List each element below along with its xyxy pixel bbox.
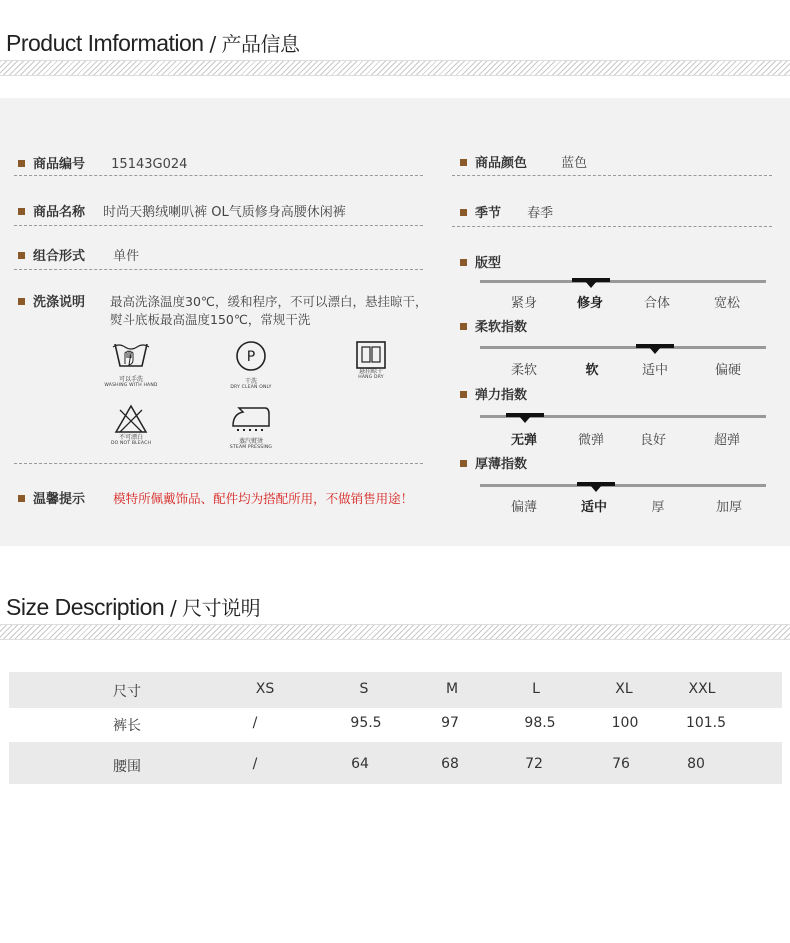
bullet-icon xyxy=(460,259,467,266)
scale-option: 加厚 xyxy=(715,500,742,515)
scale-option: 合体 xyxy=(643,296,670,311)
scale-option-selected: 无弹 xyxy=(510,433,537,448)
wash-text-line2: 熨斗底板最高温度150℃，常规干洗 xyxy=(110,312,311,327)
scale-option: 偏薄 xyxy=(510,500,537,515)
dashed-divider xyxy=(14,225,423,226)
scale-marker xyxy=(506,413,544,417)
svg-text:P: P xyxy=(246,349,256,365)
dashed-divider xyxy=(14,463,423,464)
dashed-divider xyxy=(14,175,423,176)
info-row-season: 季节 春季 xyxy=(460,202,553,221)
dashed-divider xyxy=(452,175,772,176)
hang-dry-icon: 悬挂晾干 HANG DRY xyxy=(345,340,397,381)
scale-bar-fit xyxy=(480,280,766,283)
scale-label-softness: 柔软指数 xyxy=(460,316,527,335)
info-row-combo: 组合形式 单件 xyxy=(18,245,139,264)
scale-option: 柔软 xyxy=(510,363,537,378)
hatch-divider xyxy=(0,60,790,76)
bullet-icon xyxy=(460,391,467,398)
scale-option: 良好 xyxy=(639,433,666,448)
bullet-icon xyxy=(18,495,25,502)
scale-option: 紧身 xyxy=(510,296,537,311)
dashed-divider xyxy=(14,269,423,270)
scale-option-selected: 适中 xyxy=(580,500,607,515)
size-description-title: Size Description / 尺寸说明 xyxy=(6,594,261,620)
scale-option: 超弹 xyxy=(713,433,740,448)
info-row-name: 商品名称 时尚天鹅绒喇叭裤 OL气质修身高腰休闲裤 xyxy=(18,201,346,220)
table-header-row: 尺寸 XS S M L XL XXL xyxy=(9,672,782,708)
bullet-icon xyxy=(18,208,25,215)
product-info-title: Product Imformation / 产品信息 xyxy=(6,30,300,56)
bullet-icon xyxy=(460,460,467,467)
bullet-icon xyxy=(460,159,467,166)
scale-option-selected: 修身 xyxy=(576,296,603,311)
scale-marker xyxy=(572,278,610,282)
scale-bar-softness xyxy=(480,346,766,349)
scale-option: 微弹 xyxy=(577,433,604,448)
hand-wash-icon: 可以手洗 WASHING WITH HAND xyxy=(100,340,162,389)
scale-bar-elasticity xyxy=(480,415,766,418)
scale-label-elasticity: 弹力指数 xyxy=(460,384,527,403)
info-row-color: 商品颜色 蓝色 xyxy=(460,152,587,171)
table-row: 腰围 / 64 68 72 76 80 xyxy=(9,742,782,784)
wash-text-line1: 最高洗涤温度30℃，缓和程序，不可以漂白，悬挂晾干， xyxy=(110,294,428,309)
hatch-divider xyxy=(0,624,790,640)
no-bleach-icon: 不可漂白 DO NOT BLEACH xyxy=(100,404,162,447)
bullet-icon xyxy=(18,298,25,305)
info-row-tip: 温馨提示 模特所佩戴饰品、配件均为搭配所用，不做销售用途！ xyxy=(18,488,413,507)
scale-option-selected: 适中 xyxy=(641,363,668,378)
scale-label-thickness: 厚薄指数 xyxy=(460,453,527,472)
info-row-code: 商品编号 15143G024 xyxy=(18,153,187,172)
dashed-divider xyxy=(452,226,772,227)
scale-bar-thickness xyxy=(480,484,766,487)
info-row-wash: 洗涤说明 xyxy=(18,291,85,310)
scale-marker xyxy=(636,344,674,348)
bullet-icon xyxy=(460,323,467,330)
scale-option: 软 xyxy=(585,363,599,378)
scale-label-fit: 版型 xyxy=(460,252,501,271)
dry-clean-icon: P 干洗 DRY CLEAN ONLY xyxy=(220,340,282,391)
steam-iron-icon: 蒸汽熨烫 STEAM PRESSING xyxy=(220,404,282,451)
scale-marker xyxy=(577,482,615,486)
scale-option: 宽松 xyxy=(713,296,740,311)
scale-option: 厚 xyxy=(651,500,665,515)
scale-option: 偏硬 xyxy=(714,363,741,378)
bullet-icon xyxy=(18,252,25,259)
table-row: 裤长 / 95.5 97 98.5 100 101.5 xyxy=(113,715,727,734)
bullet-icon xyxy=(18,160,25,167)
bullet-icon xyxy=(460,209,467,216)
